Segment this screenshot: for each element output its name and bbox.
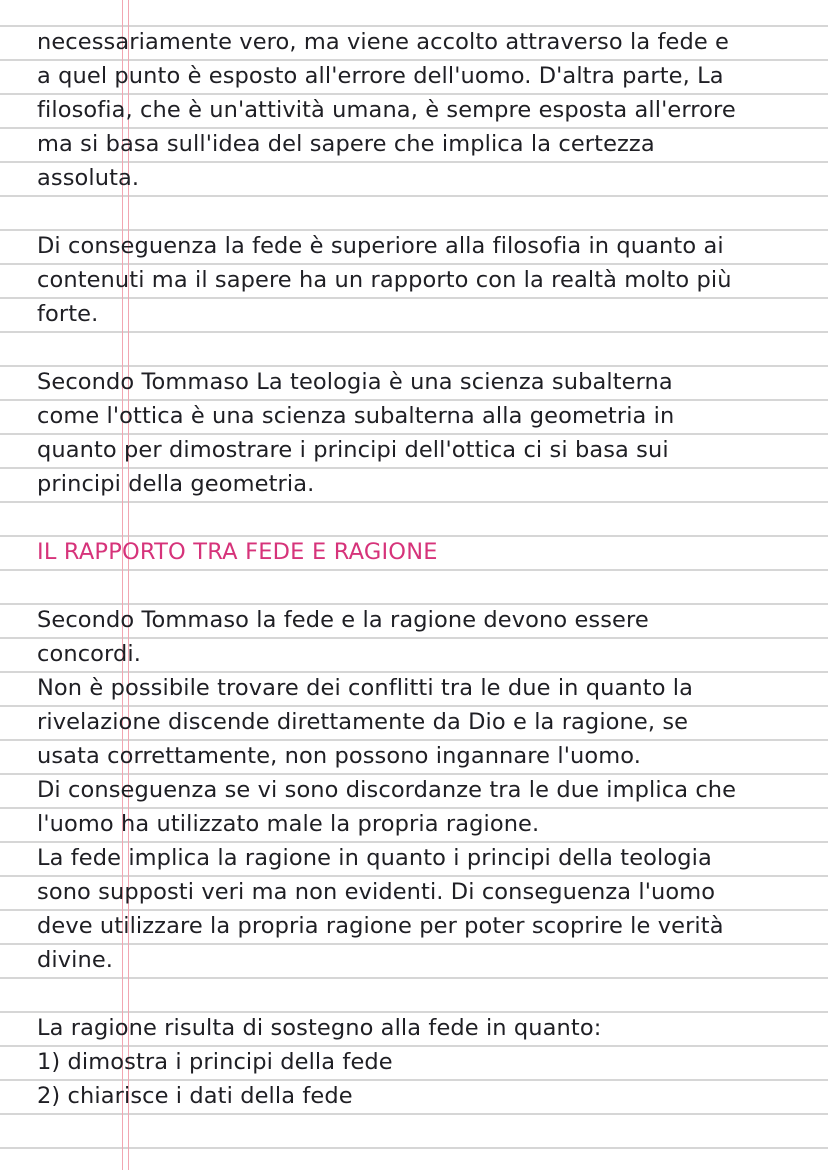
blank-line — [37, 569, 817, 603]
text-line: quanto per dimostrare i principi dell'ottica ci si basa sui — [37, 437, 669, 463]
blank-line — [37, 501, 817, 535]
text-line: La ragione risulta di sostegno alla fede in quanto: — [37, 1015, 602, 1041]
text-line: usata correttamente, non possono ingannare l'uomo. — [37, 743, 641, 769]
text-line: filosofia, che è un'attività umana, è sempre esposta all'errore — [37, 97, 736, 123]
text-line: l'uomo ha utilizzato male la propria ragione. — [37, 811, 540, 837]
blank-line — [37, 195, 817, 229]
text-line: divine. — [37, 947, 114, 973]
text-line: Di conseguenza la fede è superiore alla filosofia in quanto ai — [37, 233, 724, 259]
text-line: La fede implica la ragione in quanto i principi della teologia — [37, 845, 712, 871]
section-heading: IL RAPPORTO TRA FEDE E RAGIONE — [37, 539, 438, 565]
text-line: Non è possibile trovare dei conflitti tra le due in quanto la — [37, 675, 694, 701]
text-line: sono supposti veri ma non evidenti. Di conseguenza l'uomo — [37, 879, 716, 905]
text-line: Secondo Tommaso La teologia è una scienza subalterna — [37, 369, 673, 395]
text-line: deve utilizzare la propria ragione per poter scoprire le verità — [37, 913, 724, 939]
text-line: contenuti ma il sapere ha un rapporto con la realtà molto più — [37, 267, 732, 293]
text-line: Secondo Tommaso la fede e la ragione devono essere — [37, 607, 649, 633]
list-item: 2) chiarisce i dati della fede — [37, 1083, 353, 1109]
blank-line — [37, 331, 817, 365]
list-item: 1) dimostra i principi della fede — [37, 1049, 393, 1075]
text-line: forte. — [37, 301, 99, 327]
text-line: necessariamente vero, ma viene accolto attraverso la fede e — [37, 29, 729, 55]
blank-line — [37, 977, 817, 1011]
text-line: a quel punto è esposto all'errore dell'uomo. D'altra parte, La — [37, 63, 724, 89]
text-line: concordi. — [37, 641, 141, 667]
text-line: ma si basa sull'idea del sapere che implica la certezza — [37, 131, 655, 157]
text-line: rivelazione discende direttamente da Dio e la ragione, se — [37, 709, 689, 735]
notes-content — [37, 25, 817, 1113]
text-line: assoluta. — [37, 165, 140, 191]
text-line: principi della geometria. — [37, 471, 315, 497]
text-line: come l'ottica è una scienza subalterna alla geometria in — [37, 403, 675, 429]
text-line: Di conseguenza se vi sono discordanze tra le due implica che — [37, 777, 737, 803]
